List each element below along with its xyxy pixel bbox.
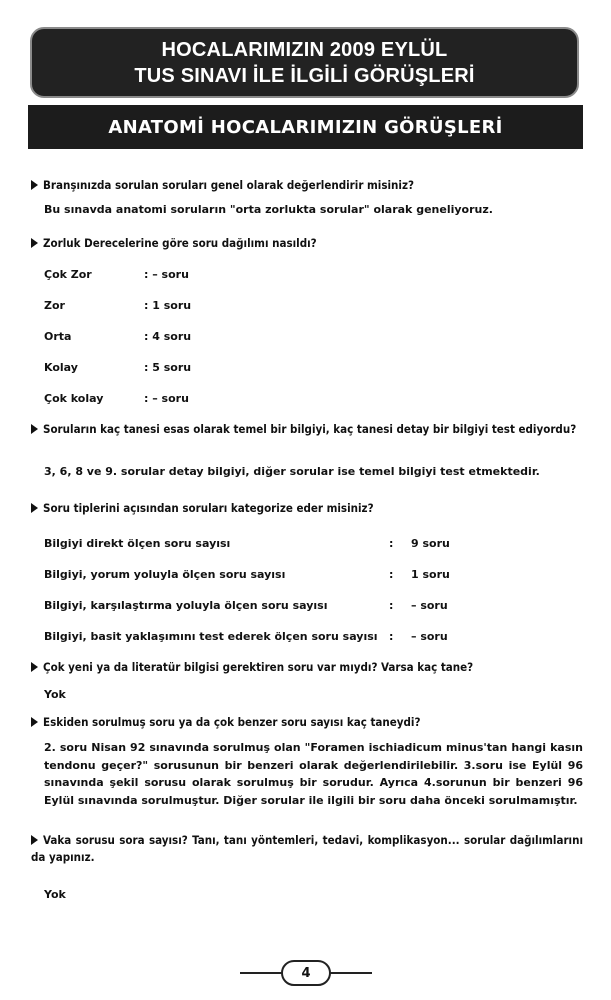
answer-5: Yok xyxy=(44,688,66,701)
bullet-arrow-icon xyxy=(31,662,38,672)
difficulty-label: Kolay xyxy=(44,361,78,374)
category-separator: : xyxy=(389,537,394,550)
category-separator: : xyxy=(389,568,394,581)
question-5-text: Çok yeni ya da literatür bilgisi gerektiren soru var mıydı? Varsa kaç tane? xyxy=(43,660,474,674)
category-label: Bilgiyi, karşılaştırma yoluyla ölçen soru sayısı xyxy=(44,599,328,612)
category-row xyxy=(44,568,450,581)
page-title-line-2: TUS SINAVI İLE İLGİLİ GÖRÜŞLERİ xyxy=(134,64,475,87)
question-6 xyxy=(31,714,583,731)
difficulty-value: : 4 soru xyxy=(144,330,192,343)
difficulty-label: Çok kolay xyxy=(44,392,104,405)
bullet-arrow-icon xyxy=(31,835,38,845)
section-header xyxy=(28,105,583,149)
difficulty-row xyxy=(44,299,191,312)
question-4 xyxy=(31,500,583,517)
question-5 xyxy=(31,659,583,676)
question-7 xyxy=(31,832,583,866)
question-3-text: Soruların kaç tanesi esas olarak temel bir bilgiyi, kaç tanesi detay bir bilgiyi test ediyordu? xyxy=(43,422,577,436)
difficulty-label: Çok Zor xyxy=(44,268,92,281)
category-row xyxy=(44,630,448,643)
section-title: ANATOMİ HOCALARIMIZIN GÖRÜŞLERİ xyxy=(108,116,503,138)
bullet-arrow-icon xyxy=(31,503,38,513)
difficulty-row xyxy=(44,392,189,405)
answer-1: Bu sınavda anatomi soruların "orta zorlukta sorular" olarak geneliyoruz. xyxy=(44,203,493,216)
page-number: 4 xyxy=(281,960,331,986)
category-row xyxy=(44,537,450,550)
difficulty-label: Orta xyxy=(44,330,72,343)
category-value: – soru xyxy=(411,630,448,643)
category-value: 9 soru xyxy=(411,537,450,550)
title-box xyxy=(30,27,579,98)
difficulty-row xyxy=(44,361,191,374)
difficulty-value: : – soru xyxy=(144,392,189,405)
question-2 xyxy=(31,235,583,252)
difficulty-value: : – soru xyxy=(144,268,189,281)
difficulty-row xyxy=(44,268,189,281)
bullet-arrow-icon xyxy=(31,180,38,190)
question-1 xyxy=(31,177,583,194)
category-label: Bilgiyi, basit yaklaşımını test ederek ölçen soru sayısı xyxy=(44,630,378,643)
difficulty-label: Zor xyxy=(44,299,65,312)
page-title-line-1: HOCALARIMIZIN 2009 EYLÜL xyxy=(161,38,448,61)
answer-3: 3, 6, 8 ve 9. sorular detay bilgiyi, diğer sorular ise temel bilgiyi test etmektedir. xyxy=(44,465,540,478)
question-4-text: Soru tiplerini açısından soruları kategorize eder misiniz? xyxy=(43,501,374,515)
difficulty-value: : 5 soru xyxy=(144,361,192,374)
category-row xyxy=(44,599,448,612)
category-separator: : xyxy=(389,630,394,643)
category-label: Bilgiyi direkt ölçen soru sayısı xyxy=(44,537,231,550)
bullet-arrow-icon xyxy=(31,717,38,727)
category-label: Bilgiyi, yorum yoluyla ölçen soru sayısı xyxy=(44,568,286,581)
answer-7: Yok xyxy=(44,888,66,901)
category-value: 1 soru xyxy=(411,568,450,581)
bullet-arrow-icon xyxy=(31,424,38,434)
question-1-text: Branşınızda sorulan soruları genel olarak değerlendirir misiniz? xyxy=(43,178,414,192)
question-3 xyxy=(31,421,583,438)
difficulty-value: : 1 soru xyxy=(144,299,192,312)
difficulty-row xyxy=(44,330,191,343)
category-value: – soru xyxy=(411,599,448,612)
question-7-text: Vaka sorusu sora sayısı? Tanı, tanı yöntemleri, tedavi, komplikasyon... sorular dağılımlarını da yapınız. xyxy=(31,833,583,864)
category-separator: : xyxy=(389,599,394,612)
bullet-arrow-icon xyxy=(31,238,38,248)
question-2-text: Zorluk Derecelerine göre soru dağılımı nasıldı? xyxy=(43,236,317,250)
question-6-text: Eskiden sorulmuş soru ya da çok benzer soru sayısı kaç taneydi? xyxy=(43,715,421,729)
answer-6: 2. soru Nisan 92 sınavında sorulmuş olan "Foramen ischiadicum minus'tan hangi kasın tendonu geçer?" sorusunun bir benzeri olarak değerlendirilebilir. 3.soru ise Eylül 96 sınavında şekil sorusu olarak sorulmuş bir sorudur. Ayrıca 4.sorunun bir benzeri 96 Eylül sınavında sorulmuştur. Diğer sorular ile ilgili bir soru daha önceki sorulmamıştır. xyxy=(44,741,583,807)
